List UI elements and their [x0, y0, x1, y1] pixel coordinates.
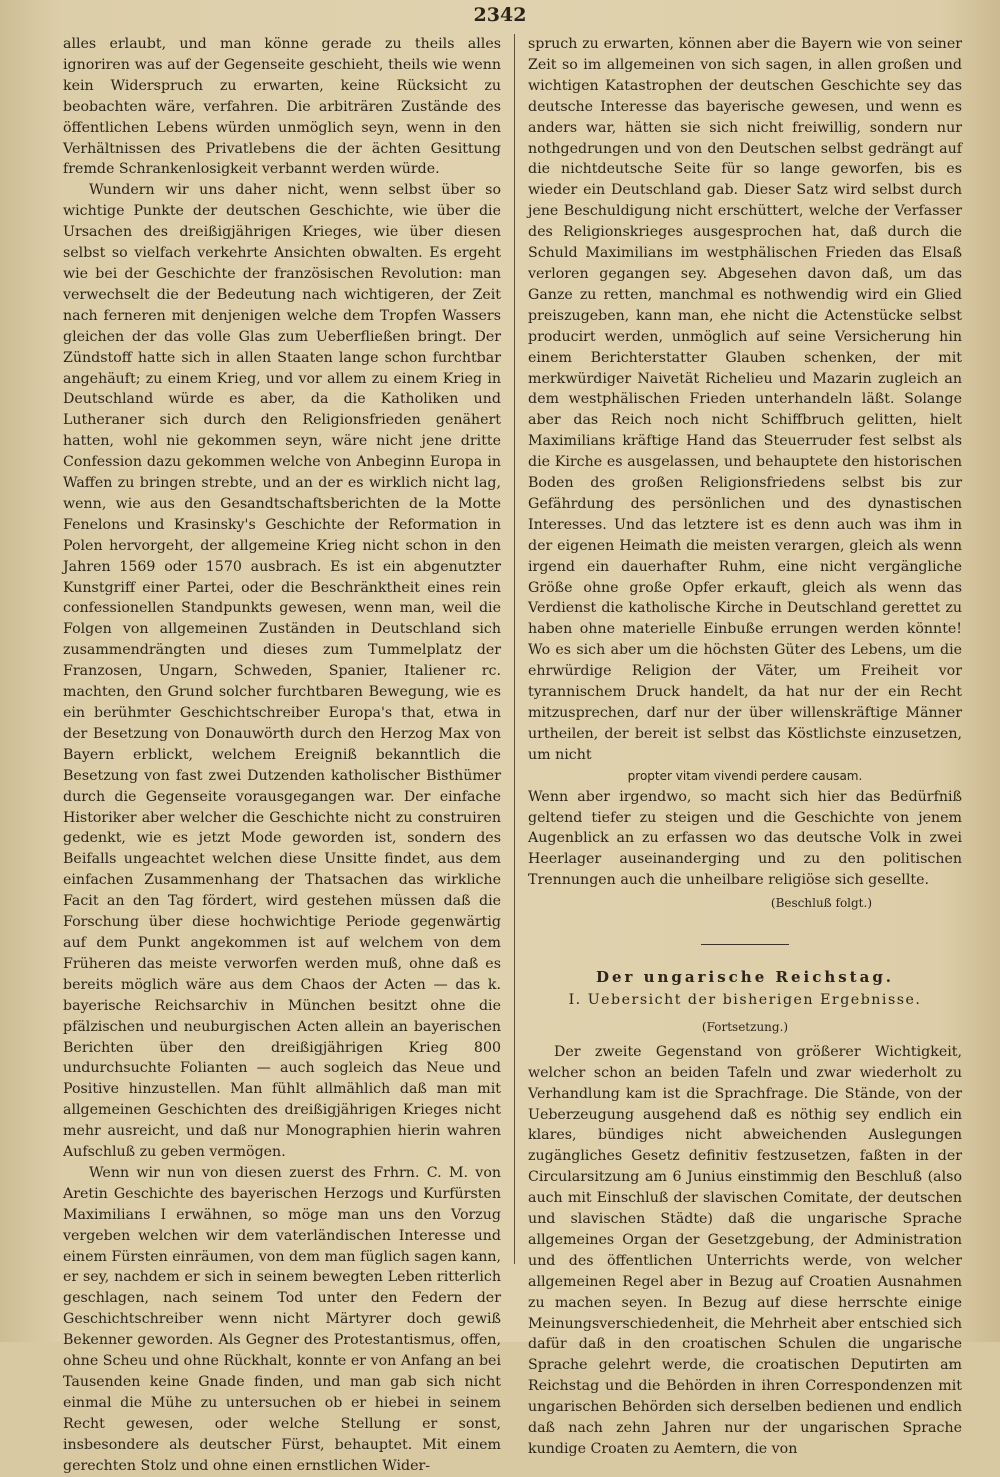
paragraph: spruch zu erwarten, können aber die Bayern wie von seiner Zeit so im allgemeinen von sich sagen, in allen großen und wichtigen Katastrophen der deutschen Geschichte sey das deutsche Interesse das bayerische gewesen, und wenn es anders war, hätten sie sich nicht freiwillig, sondern nur nothgedrungen und von den Deutschen selbst gedrängt auf die nichtdeutsche Seite für so lange geworfen, bis es wieder ein Deutschland gab. Dieser Satz wird selbst durch jene Beschuldigung nicht erschüttert, welche der Verfasser des Religionskrieges ausgesprochen hat, daß durch die Schuld Maximilians im westphälischen Frieden das Elsaß verloren gegangen sey. Abgesehen davon daß, um das Ganze zu retten, manchmal es nothwendig wird ein Glied preiszugeben, kann man, ehe nicht die Actenstücke selbst producirt werden, unmöglich auf seine Versicherung hin einem Berichterstatter Glauben schenken, der mit merkwürdiger Naivetät Richelieu und Mazarin zugleich an dem westphälischen Frieden unterhandeln läßt. Solange aber das Reich noch nicht Schiffbruch gelitten, hielt Maximilians kräftige Hand das Steuerruder fest selbst als die Kirche es ausgelassen, und behauptete den historischen Boden des großen Religionsfriedens selbst bis zur Gefährdung des persönlichen und des dynastischen Interesses. Und das letztere ist es denn auch was ihm in der eigenen Heimath die meisten verargen, gleich als wenn irgend ein dauerhafter Ruhm, eine nicht vergängliche Größe ohne große Opfer erkauft, gleich als wenn das Verdienst die katholische Kirche in Deutschland gerettet zu haben ohne materielle Einbuße errungen werden könnte! Wo es sich aber um die höchsten Güter des Lebens, um die ehrwürdige Religion der Väter, um Freiheit vor tyrannischem Druck handelt, da hat nur der ein Recht mitzusprechen, darf nur der über willenskräftige Männer urtheilen, der bereit ist selbst das Köstlichste einzusetzen, um nicht [528, 36, 962, 763]
paragraph: Wenn aber irgendwo, so macht sich hier das Bedürfniß geltend tiefer zu steigen und die Geschichte von jenem Augenblick an zu erfassen wo das deutsche Volk in zwei Heerlager auseinanderging und zu den politischen Trennungen auch die unheilbare religiöse sich gesellte. [528, 788, 962, 889]
article-subtitle: I. Uebersicht der bisherigen Ergebnisse. [568, 991, 922, 1008]
right-column [528, 34, 962, 1460]
paragraph: Der zweite Gegenstand von größerer Wichtigkeit, welcher schon an beiden Tafeln und zwar wiederholt zu Verhandlung kam ist die Sprachfrage. Die Stände, von der Ueberzeugung ausgehend daß es nöthig sey endlich ein klares, bündiges nicht abweichenden Auslegungen zugängliches Gesetz definitiv festzusetzen, faßten in der Circularsitzung am 6 Junius einstimmig den Beschluß (also auch mit Einschluß der slavischen Comitate, der deutschen und slavischen Städte) daß die ungarische Sprache allgemeines Organ der Gesetzgebung, der Administration und des öffentlichen Unterrichts werde, von welcher allgemeinen Regel aber in Bezug auf Croatien Ausnahmen zu machen seyen. In Bezug auf diese herrschte einige Meinungsverschiedenheit, die Mehrheit aber entschied sich dafür daß in den croatischen Schulen die ungarische Sprache gelehrt werde, die croatischen Deputirten am Reichstag und die Behörden in ihren Correspondenzen mit ungarischen Behörden sich derselben bedienen und endlich daß nach zehn Jahren nur der ungarischen Sprache kundige Croaten zu Aemtern, die von [528, 1043, 962, 1457]
article-continuation: (Fortsetzung.) [701, 1019, 789, 1034]
left-column [63, 34, 501, 1477]
page-number: 2342 [473, 4, 527, 26]
section-separator [701, 944, 789, 945]
column-divider [514, 34, 515, 1264]
paragraph: alles erlaubt, und man könne gerade zu theils alles ignoriren was auf der Gegenseite geschieht, theils wie wenn kein Widerspruch zu erwarten, keine Rücksicht zu beobachten wäre, verfahren. Die arbiträren Zustände des öffentlichen Lebens würden unmöglich seyn, wenn in den Verhältnissen des Privatlebens die der ächten Gesittung fremde Schrankenlosigkeit verbannt werden würde. [63, 36, 501, 178]
article-title: Der ungarische Reichstag. [595, 968, 895, 987]
paragraph: Wundern wir uns daher nicht, wenn selbst über so wichtige Punkte der deutschen Geschichte, wie über die Ursachen des dreißigjährigen Krieges, wie über diesen selbst so vielfach verkehrte Ansichten obwalten. Es ergeht wie bei der Geschichte der französischen Revolution: man verwechselt die der Bedeutung nach wichtigeren, der Zeit nach ferneren mit denjenigen welche dem Tropfen Wassers gleichen der das volle Glas zum Ueberfließen bringt. Der Zündstoff hatte sich in allen Staaten lange schon furchtbar angehäuft; zu einem Krieg, und vor allem zu einem Krieg in Deutschland würde es aber, da die Katholiken und Lutheraner sich durch den Religionsfrieden genähert hatten, wohl nie gekommen seyn, wäre nicht jene dritte Confession dazu gekommen welche von Anbeginn Europa in Waffen zu bringen strebte, und an der es wirklich nicht lag, wenn, wie aus den Gesandtschaftsberichten de la Motte Fenelons und Krasinsky's Geschichte der Reformation in Polen hervorgeht, der allgemeine Krieg nicht schon in den Jahren 1569 oder 1570 ausbrach. Es ist ein abgenutzter Kunstgriff einer Partei, oder die Beschränktheit eines rein confessionellen Standpunkts gewesen, wenn man, weil die Folgen von allgemeinen Zuständen in Deutschland sich zusammendrängten und dieses zum Tummelplatz der Franzosen, Ungarn, Schweden, Spanier, Italiener rc. machten, den Grund solcher furchtbaren Bewegung, wie es ein berühmter Geschichtschreiber Europa's that, etwa in der Besetzung von Donauwörth durch den Herzog Max von Bayern erblickt, welchem Ereigniß bekanntlich die Besetzung von fast zwei Dutzenden katholischer Bisthümer durch die Gegenseite vorausgegangen war. Der einfache Historiker aber welcher die Geschichte nicht zu construiren gedenkt, wie es jetzt Mode geworden ist, sondern des Beifalls ungeachtet welchen diese Unsitte findet, aus dem einfachen Zusammenhang der Thatsachen das wirkliche Facit an den Tag fördert, wird gestehen müssen daß die Forschung über diese hochwichtige Periode gegenwärtig auf dem Punkt angekommen ist auf welchem von dem Früheren das meiste verworfen werden muß, ohne daß es bereits möglich wäre aus dem Chaos der Acten — das k. bayerische Reichsarchiv in München besitzt ohne die pfälzischen und neuburgischen Acten allein an bayerischen Berichten über den dreißigjährigen Krieg 800 undurchsuchte Folianten — auch sogleich das Neue und Positive hinzustellen. Man fühlt allmählich daß man mit allgemeinen Geschichten des dreißigjährigen Krieges nicht mehr ausreicht, und daß nur Monographien hierin wahren Aufschluß zu geben vermögen. [63, 182, 501, 1161]
paragraph: Wenn wir nun von diesen zuerst des Frhrn. C. M. von Aretin Geschichte des bayerischen Herzogs und Kurfürsten Maximilians I erwähnen, so möge man uns den Vorzug vergeben welchen wir dem vaterländischen Interesse und einem Fürsten einräumen, von dem man füglich sagen kann, er sey, nachdem er sich in seinem bewegten Leben ritterlich geschlagen, nach seinem Tod unter den Federn der Geschichtschreiber wenn nicht Märtyrer doch gewiß Bekenner geworden. Als Gegner des Protestantismus, offen, ohne Scheu und ohne Rückhalt, konnte er von Anfang an bei Tausenden keine Gnade finden, und man gab sich nicht einmal die Mühe zu untersuchen ob er hiebei in seinem Recht gewesen, oder welche Stellung er sonst, insbesondere als deutscher Fürst, behauptet. Mit einem gerechten Stolz und ohne einen ernstlichen Wider- [63, 1164, 501, 1474]
continuation-note: (Beschluß folgt.) [770, 896, 872, 911]
latin-quote: propter vitam vivendi perdere causam. [627, 768, 863, 783]
